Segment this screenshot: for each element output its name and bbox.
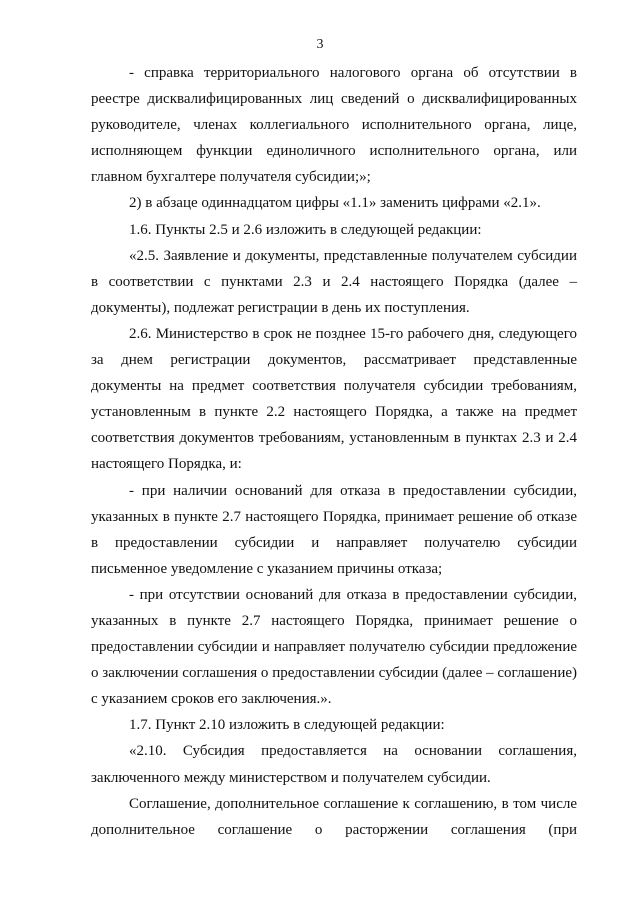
paragraph-item-1-6: 1.6. Пункты 2.5 и 2.6 изложить в следующей редакции: [129,221,482,238]
paragraph-item-2-6: 2.6. Министерство в срок не позднее 15-го рабочего дня, следующего за днем регистрации документов, рассматривает представленные документы на предмет соответствия получателя субсидии требованиям, установленным в пункте 2.2 настоящего Порядка, а также на предмет соответствия документов требованиям, установленным в пунктах 2.3 и 2.4 настоящего Порядка, и: [91,325,577,473]
paragraph-agreement: Соглашение, дополнительное соглашение к соглашению, в том числе дополнительное соглашение о расторжении соглашения (при [91,795,577,838]
paragraph-amendment-digits: 2) в абзаце одиннадцатом цифры «1.1» заменить цифрами «2.1». [129,195,541,212]
document-body [91,60,577,843]
paragraph-certificate: - справка территориального налогового органа об отсутствии в реестре дисквалифицированных лиц сведений о дисквалифицированных руководителе, членах коллегиального исполнительного органа, лице, исполняющем функции единоличного исполнительного органа, или главном бухгалтере получателя субсидии;»; [91,65,577,186]
page-number: 3 [316,37,324,52]
paragraph-item-2-10: «2.10. Субсидия предоставляется на основании соглашения, заключенного между министерством и получателем субсидии. [91,743,577,786]
paragraph-approval: - при отсутствии оснований для отказа в предоставлении субсидии, указанных в пункте 2.7 настоящего Порядка, принимает решение о предоставлении субсидии и направляет получателю субсидии предложение о заключении соглашения о предоставлении субсидии (далее – соглашение) с указанием сроков его заключения.». [91,586,577,708]
paragraph-item-2-5: «2.5. Заявление и документы, представленные получателем субсидии в соответствии с пунктами 2.3 и 2.4 настоящего Порядка (далее – документы), подлежат регистрации в день их поступления. [91,247,577,316]
paragraph-item-1-7: 1.7. Пункт 2.10 изложить в следующей редакции: [129,717,445,734]
paragraph-refusal: - при наличии оснований для отказа в предоставлении субсидии, указанных в пункте 2.7 настоящего Порядка, принимает решение об отказе в предоставлении субсидии и направляет получателю субсидии письменное уведомление с указанием причины отказа; [91,482,577,577]
